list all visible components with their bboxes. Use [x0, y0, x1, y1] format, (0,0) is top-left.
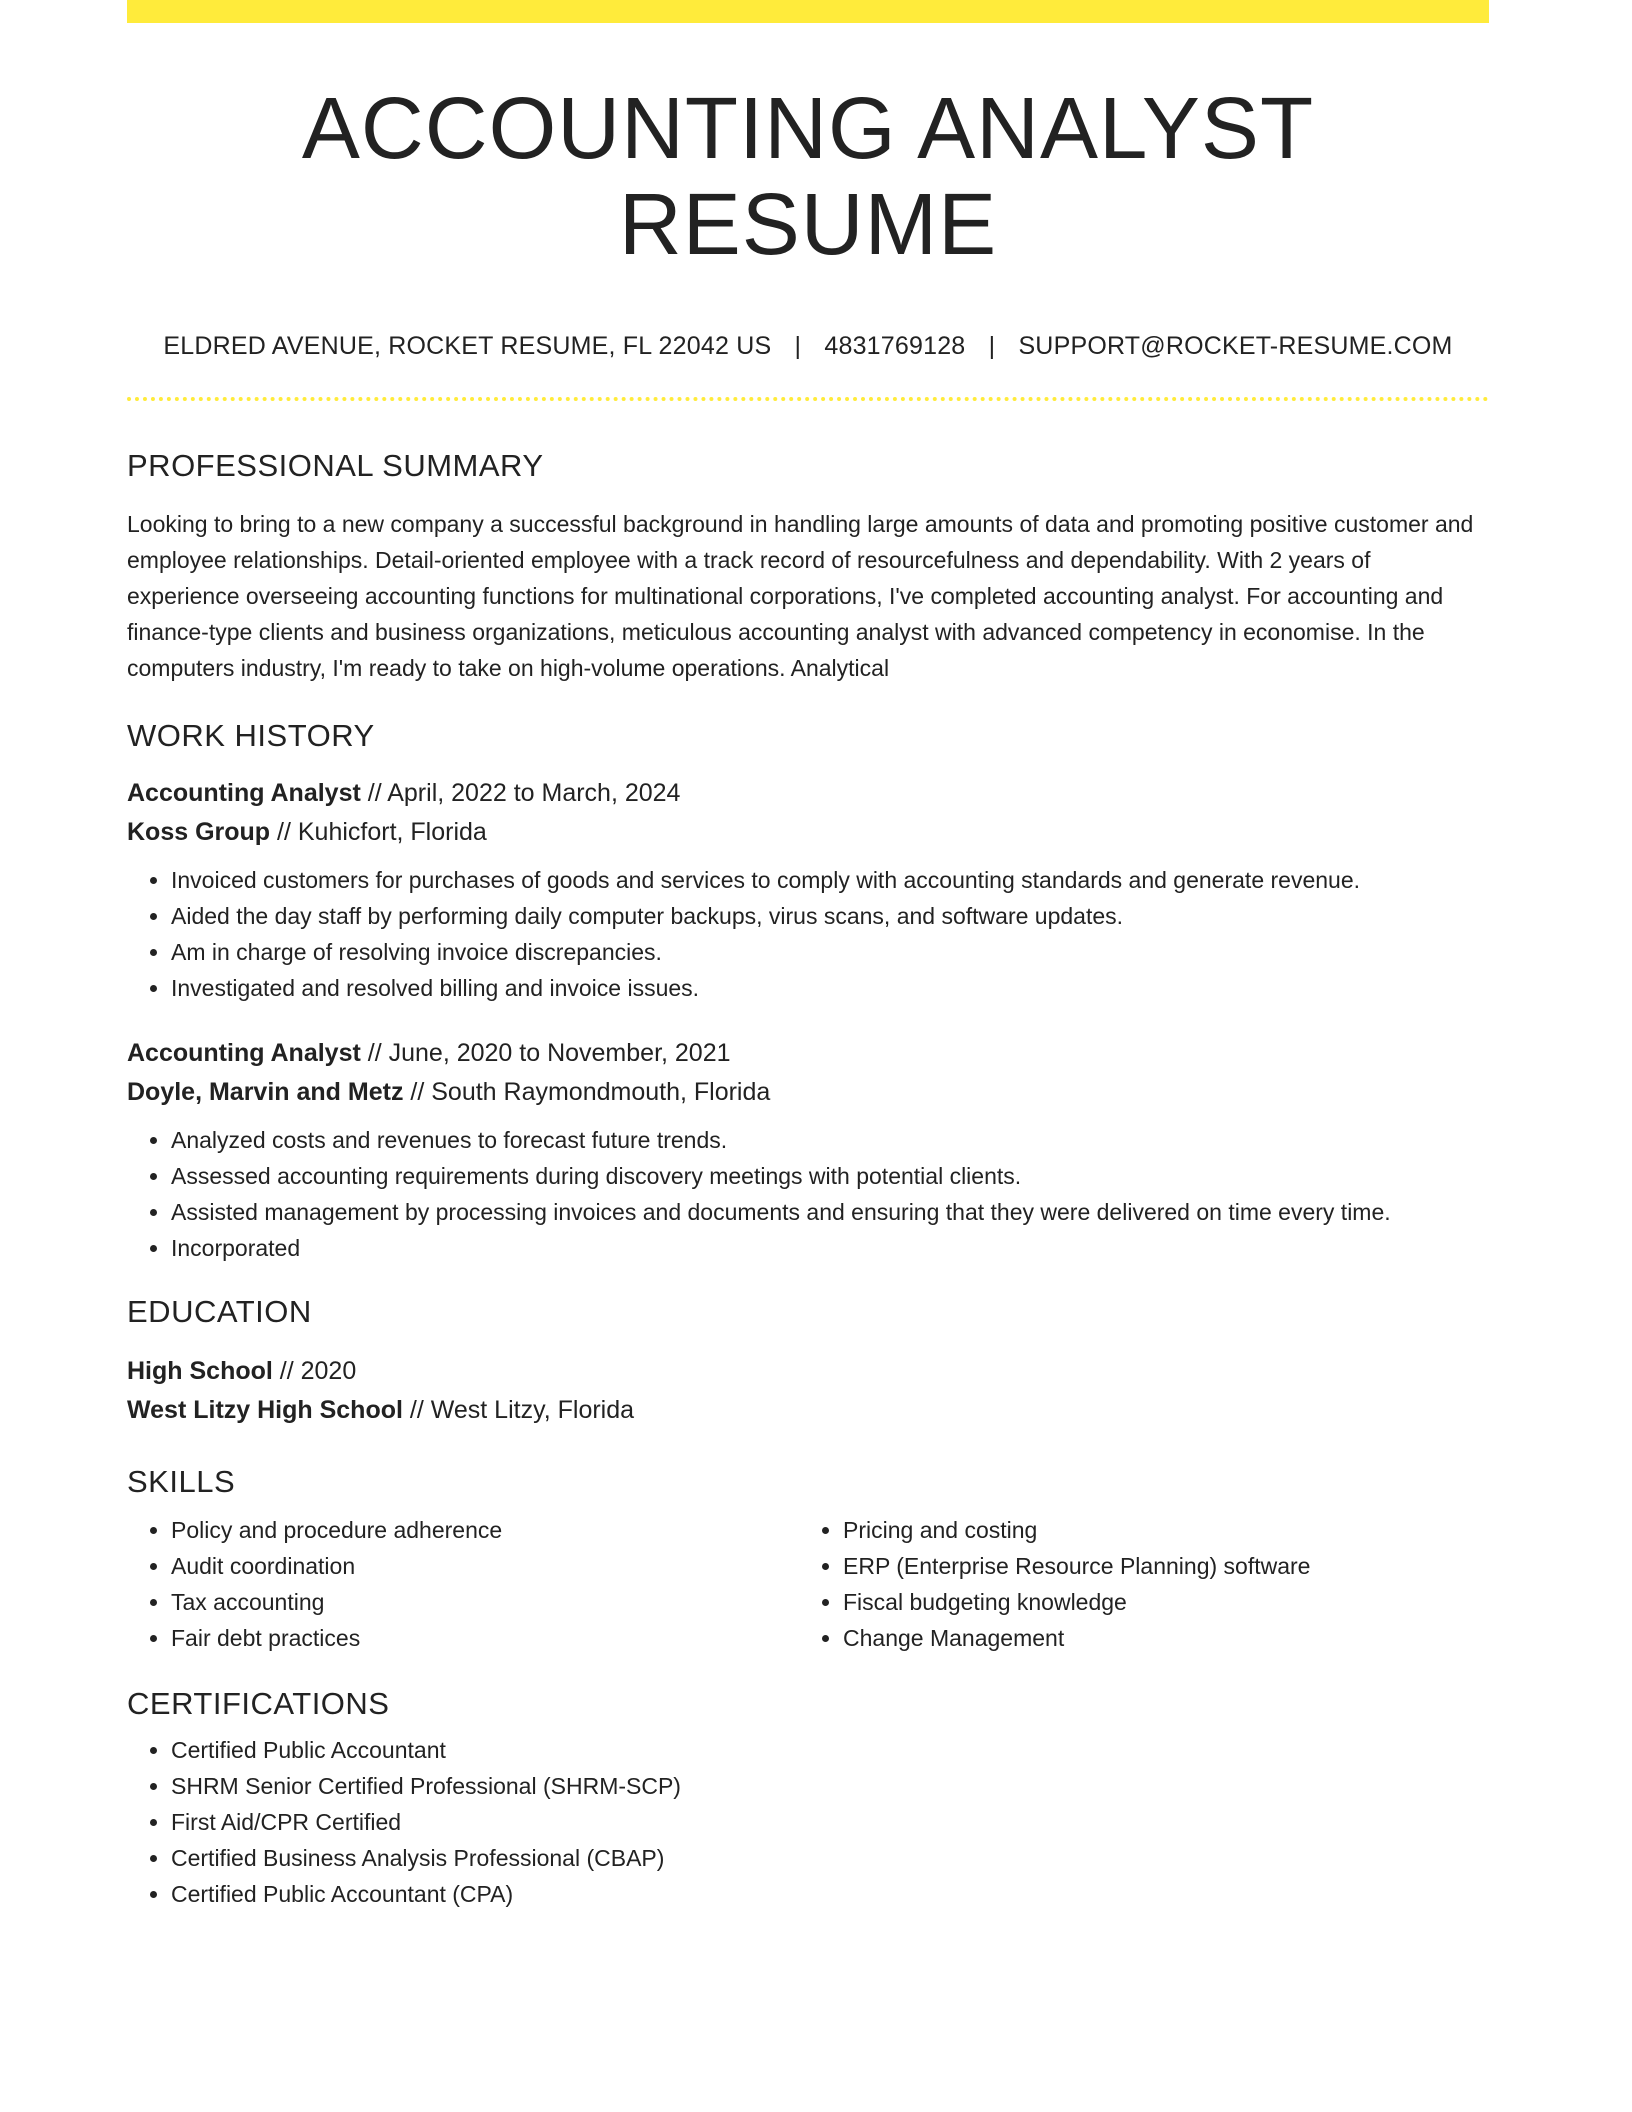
- resume-page: [127, 0, 1489, 1912]
- certification-item: • Certified Public Accountant (CPA): [171, 1876, 1489, 1912]
- certifications-list: [127, 1732, 1489, 1912]
- certification-item: • SHRM Senior Certified Professional (SHRM-SCP): [171, 1768, 1489, 1804]
- job-entry: [127, 774, 1489, 1006]
- job-company: Koss Group: [127, 818, 271, 847]
- job-title: Accounting Analyst: [127, 779, 361, 808]
- job-bullets: [127, 1122, 1489, 1266]
- job-bullet: • Aided the day staff by performing daily computer backups, virus scans, and software updates.: [171, 898, 1489, 934]
- accent-top-bar: [127, 0, 1489, 23]
- job-entry: [127, 1034, 1489, 1266]
- job-company-line: [127, 813, 1489, 852]
- skill-item: • ERP (Enterprise Resource Planning) software: [843, 1548, 1471, 1584]
- job-bullet: • Analyzed costs and revenues to forecast future trends.: [171, 1122, 1489, 1158]
- skills-columns: [127, 1512, 1489, 1656]
- job-bullet: • Assisted management by processing invoices and documents and ensuring that they were delivered on time every time.: [171, 1194, 1489, 1230]
- certification-item: • Certified Public Accountant: [171, 1732, 1489, 1768]
- education-entry: [127, 1352, 1489, 1430]
- skill-item: • Fiscal budgeting knowledge: [843, 1584, 1471, 1620]
- skills-list: [127, 1512, 799, 1656]
- skill-item: • Audit coordination: [171, 1548, 799, 1584]
- contact-separator: |: [988, 332, 996, 361]
- job-title: Accounting Analyst: [127, 1039, 361, 1068]
- education-degree-line: [127, 1352, 1489, 1391]
- summary-text: Looking to bring to a new company a successful background in handling large amounts of data and promoting positive customer and employee relationships. Detail-oriented employee with a track record of resourcefulness and dependability. With 2 years of experience overseeing accounting functions for multinational corporations, I've completed accounting analyst. For accounting and finance-type clients and business organizations, meticulous accounting analyst with advanced competency in economise. In the computers industry, I'm ready to take on high-volume operations. Analytical: [127, 511, 1474, 682]
- education-school: West Litzy High School: [127, 1396, 403, 1425]
- job-bullet: • Assessed accounting requirements during discovery meetings with potential clients.: [171, 1158, 1489, 1194]
- job-bullet: • Invoiced customers for purchases of goods and services to comply with accounting standards and generate revenue.: [171, 862, 1489, 898]
- education-school-line: [127, 1391, 1489, 1430]
- contact-address: ELDRED AVENUE, ROCKET RESUME, FL 22042 US: [163, 332, 772, 361]
- certifications-heading: CERTIFICATIONS: [127, 1686, 390, 1722]
- job-dates: // June, 2020 to November, 2021: [360, 1039, 731, 1068]
- skills-column-right: [799, 1512, 1471, 1656]
- job-company-line: [127, 1073, 1489, 1112]
- skills-column-left: [127, 1512, 799, 1656]
- contact-phone: 4831769128: [824, 332, 966, 361]
- skills-list: [799, 1512, 1471, 1656]
- skill-item: • Tax accounting: [171, 1584, 799, 1620]
- job-bullets: [127, 862, 1489, 1006]
- job-bullet: • Incorporated: [171, 1230, 1489, 1266]
- summary-heading: PROFESSIONAL SUMMARY: [127, 448, 544, 484]
- job-dates: // April, 2022 to March, 2024: [360, 779, 681, 808]
- contact-line: [127, 332, 1489, 361]
- education-heading: EDUCATION: [127, 1294, 312, 1330]
- certification-item: • First Aid/CPR Certified: [171, 1804, 1489, 1840]
- skills-heading: SKILLS: [127, 1464, 236, 1500]
- education-location: // West Litzy, Florida: [402, 1396, 635, 1425]
- skill-item: • Pricing and costing: [843, 1512, 1471, 1548]
- certification-item: • Certified Business Analysis Professional (CBAP): [171, 1840, 1489, 1876]
- work-history-heading: WORK HISTORY: [127, 718, 375, 754]
- job-title-line: [127, 1034, 1489, 1073]
- contact-separator: |: [794, 332, 802, 361]
- job-location: // Kuhicfort, Florida: [270, 818, 487, 847]
- skill-item: • Change Management: [843, 1620, 1471, 1656]
- job-location: // South Raymondmouth, Florida: [403, 1078, 771, 1107]
- job-title-line: [127, 774, 1489, 813]
- education-degree: High School: [127, 1357, 273, 1386]
- dotted-divider: [127, 397, 1489, 401]
- job-company: Doyle, Marvin and Metz: [127, 1078, 404, 1107]
- job-bullet: • Investigated and resolved billing and invoice issues.: [171, 970, 1489, 1006]
- skill-item: • Fair debt practices: [171, 1620, 799, 1656]
- contact-email: SUPPORT@ROCKET-RESUME.COM: [1018, 332, 1453, 361]
- job-bullet: • Am in charge of resolving invoice discrepancies.: [171, 934, 1489, 970]
- skill-item: • Policy and procedure adherence: [171, 1512, 799, 1548]
- resume-title: ACCOUNTING ANALYST RESUME: [301, 80, 1315, 273]
- education-year: // 2020: [272, 1357, 357, 1386]
